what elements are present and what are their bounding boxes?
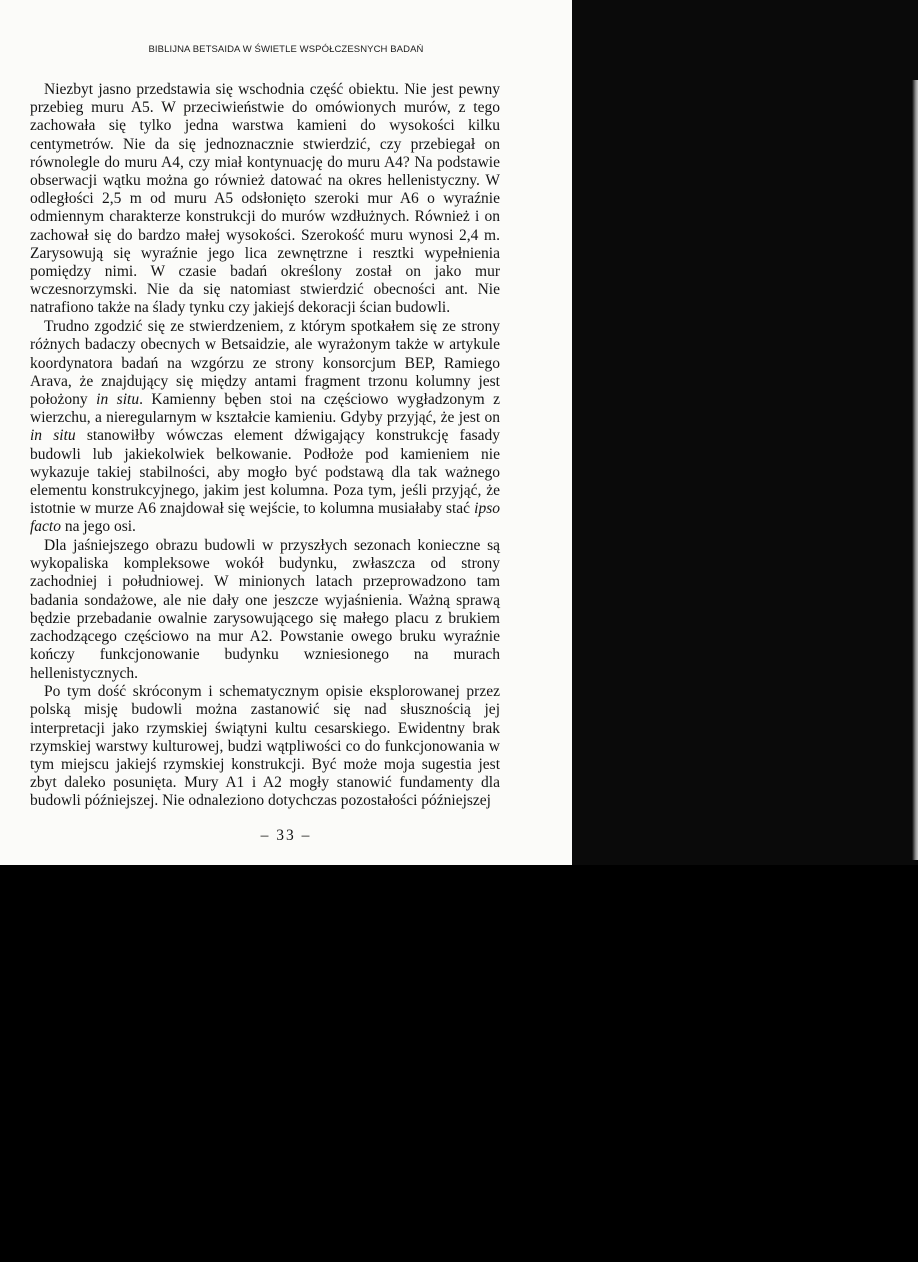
paragraph-2-text-b: . Kamienny bęben stoi na częściowo wygładzonym z wierzchu, a nieregularnym w kształcie kamieniu. Gdyby przyjąć, że jest on xyxy=(30,390,501,427)
scan-edge-shadow xyxy=(912,80,918,860)
book-page xyxy=(0,0,572,865)
paragraph-2-text-a: Trudno zgodzić się ze stwierdzeniem, z którym spotkałem się ze strony różnych badaczy obecnych w Betsaidzie, ale wyrażonym także w artykule koordynatora badań na wzgórzu ze strony konsorcjum BEP, Ramiego Arava, że znajdujący się między antami fragment trzonu kolumny jest położony xyxy=(30,318,500,408)
scan-background-right xyxy=(572,0,918,865)
paragraph-1: Niezbyt jasno przedstawia się wschodnia część obiektu. Nie jest pewny przebieg muru A5. W przeciwieństwie do omówionych murów, z tego zachowała się tylko jedna warstwa kamieni do wysokości kilku centymetrów. Nie da się jednoznacznie stwierdzić, czy przebiegał on równolegle do muru A4, czy miał kontynuację do muru A4? Na podstawie obserwacji wątku można go również datować na okres hellenistyczny. W odległości 2,5 m od muru A5 odsłonięto szeroki mur A6 o wyraźnie odmiennym charakterze konstrukcji do murów wzdłużnych. Również i on zachował się do bardzo małej wysokości. Szerokość muru wynosi 2,4 m. Zarysowują się wyraźnie jego lica zewnętrzne i resztki wypełnienia pomiędzy nimi. W czasie badań określony został on jako mur wczesnorzymski. Nie da się natomiast stwierdzić obecności ant. Nie natrafiono także na ślady tynku czy jakiejś dekoracji ścian budowli. xyxy=(30,81,500,317)
page-number: – 33 – xyxy=(260,827,312,844)
paragraph-3: Dla jaśniejszego obrazu budowli w przyszłych sezonach konieczne są wykopaliska kompleksowe wokół budynku, zwłaszcza od strony zachodniej i południowej. W minionych latach przeprowadzono tam badania sondażowe, ale nie dały one jeszcze wyjaśnienia. Ważną sprawą będzie przebadanie owalnie zarysowującego się małego placu z brukiem zachodzącego częściowo na mur A2. Powstanie owego bruku wyraźnie kończy funkcjonowanie budynku wzniesionego na murach hellenistycznych. xyxy=(30,537,500,682)
italic-ipso-facto: ipso facto xyxy=(30,500,500,536)
italic-in-situ-1: in situ xyxy=(96,390,140,408)
paragraph-2-text-c: stanowiłby wówczas element dźwigający konstrukcję fasady budowli lub jakiekolwiek belkowanie. Podłoże pod kamieniem nie wykazuje takiej stabilności, aby mogło być podstawą dla tak ważnego elementu konstrukcyjnego, jakim jest kolumna. Poza tym, jeśli przyjąć, że istotnie w murze A6 znajdował się wejście, to kolumna musiałaby stać xyxy=(30,427,500,518)
paragraph-4: Po tym dość skróconym i schematycznym opisie eksplorowanej przez polską misję budowli można zastanowić się nad słusznością jej interpretacji jako rzymskiej świątyni kultu cesarskiego. Ewidentny brak rzymskiej warstwy kulturowej, budzi wątpliwości co do funkcjonowania w tym miejscu jakiejś rzymskiej konstrukcji. Być może moja sugestia jest zbyt daleko posunięta. Mury A1 i A2 mogły stanowić fundamenty dla budowli późniejszej. Nie odnaleziono dotychczas pozostałości późniejszej xyxy=(30,683,500,810)
paragraph-2-text-d: na jego osi. xyxy=(61,518,136,536)
paragraph-2 xyxy=(30,318,500,536)
running-header: BIBLIJNA BETSAIDA W ŚWIETLE WSPÓŁCZESNYCH BADAŃ xyxy=(148,44,424,55)
italic-in-situ-2: in situ xyxy=(30,427,76,445)
body-text xyxy=(30,81,500,811)
